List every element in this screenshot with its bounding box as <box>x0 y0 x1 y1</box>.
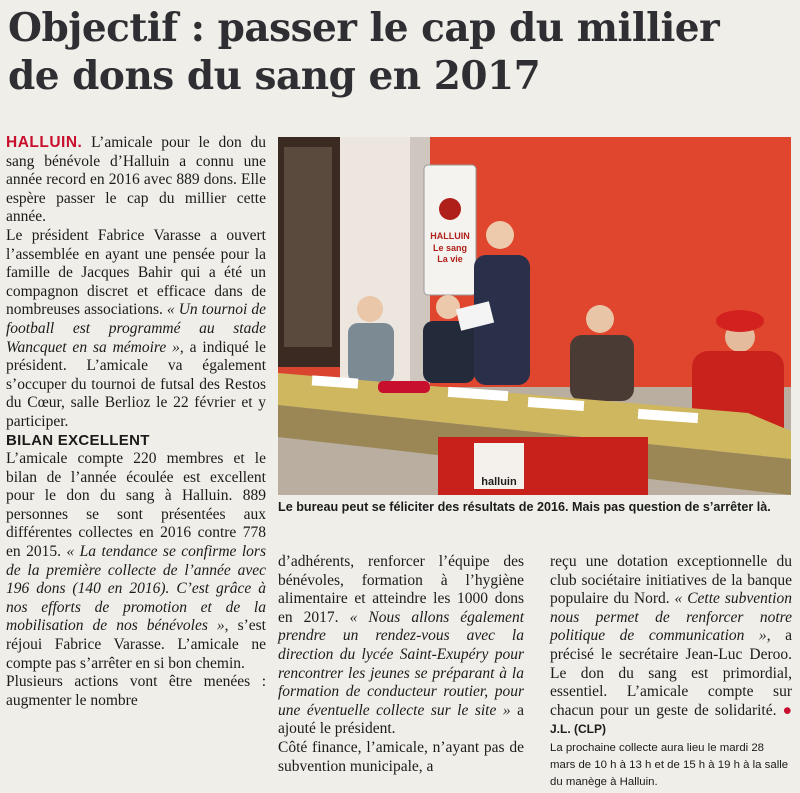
paragraph-president <box>6 227 266 432</box>
subhead: BILAN EXCELLENT <box>6 431 150 449</box>
column-1 <box>6 134 266 710</box>
column-2 <box>278 553 524 776</box>
footnote: La prochaine collecte aura lieu le mardi 28 mars de 10 h à 13 h et de 15 h à 19 h à la salle du manège à Halluin. <box>550 741 789 788</box>
photo-caption: Le bureau peut se féliciter des résultats de 2016. Mais pas question de s’arrêter là. <box>278 500 771 514</box>
banner-line-3: La vie <box>437 254 463 264</box>
lead-paragraph <box>6 134 266 227</box>
paragraph-text: L’amicale compte 220 membres et le bilan de l’année écoulée est excellent pour le don du sang à Halluin. 889 personnes se sont présentées aux différentes collectes en 2016 contre 778 en 2015. <box>6 450 266 561</box>
paragraph-col3 <box>550 553 792 739</box>
headline <box>8 4 792 100</box>
paragraph-text: Le président Fabrice Varasse a ouvert l’assemblée en ayant une pensée pour la famille de Jacques Bahir qui a été un compagnon discret et efficace dans de nombreuses associations. <box>6 226 266 319</box>
paragraph-bilan <box>6 450 266 673</box>
paragraph-text: , s’est réjoui Fabrice Varasse. L’amicale ne compte pas s’arrêter en si bon chemin. <box>6 617 266 672</box>
bullet-icon: ● <box>782 701 792 719</box>
quote: « Nous allons également prendre un rendez-vous avec la direction du lycée Saint-Exupéry pour rencontrer les jeunes se préparant à la formation de conducteur routier, pour une éventuelle collecte sur le site » <box>278 608 524 719</box>
paragraph-text: reçu une dotation exceptionnelle du club sociétaire initiatives de la banque populaire du Nord. <box>550 553 792 608</box>
column-3 <box>550 553 792 791</box>
banner-line-1: HALLUIN <box>430 231 470 241</box>
headline-line-2: de dons du sang en 2017 <box>8 53 541 99</box>
banner-line-2: Le sang <box>432 243 468 253</box>
paragraph-finance: Côté finance, l’amicale, n’ayant pas de subvention municipale, a <box>278 738 524 775</box>
quote: « Un tournoi de football est programmé au stade Wancquet en sa mémoire » <box>6 301 266 356</box>
paragraph-text: d’adhérents, renforcer l’équipe des bénévoles, formation à l’hygiène alimentaire et atteindre les 1000 dons en 2017. <box>278 553 524 626</box>
table-sign: halluin <box>481 476 517 488</box>
paragraph-col2 <box>278 553 524 739</box>
lead-text: L’amicale pour le don du sang bénévole d’Halluin a connu une année record en 2016 avec 889 dons. Elle espère passer le cap du millier cette année. <box>6 134 266 226</box>
photo-illustration <box>278 137 791 495</box>
quote: « Cette subvention nous permet de renforcer notre politique de communication » <box>550 590 792 645</box>
signature: J.L. (CLP) <box>550 722 606 737</box>
headline-line-1: Objectif : passer le cap du millier <box>8 5 720 51</box>
paragraph-text: a ajouté le président. <box>278 701 524 738</box>
quote: « La tendance se confirme lors de la première collecte de l’année avec 196 dons (140 en 2016). C’est grâce à nos efforts de promotion et de la mobilisation de nos bénévoles » <box>6 543 266 635</box>
kicker: HALLUIN. <box>6 134 83 151</box>
paragraph-actions: Plusieurs actions vont être menées : augmenter le nombre <box>6 673 266 709</box>
paragraph-text: , a indiqué le président. L’amicale va également s’occuper du tournoi de futsal des Restos du Cœur, salle Berlioz le 22 février et y participer. <box>6 338 266 430</box>
article-photo <box>278 137 791 495</box>
paragraph-text: , a précisé le secrétaire Jean-Luc Deroo. Le don du sang est primordial, essentiel. L’amicale compte sur chacun pour un geste de solidarité. <box>550 627 792 719</box>
